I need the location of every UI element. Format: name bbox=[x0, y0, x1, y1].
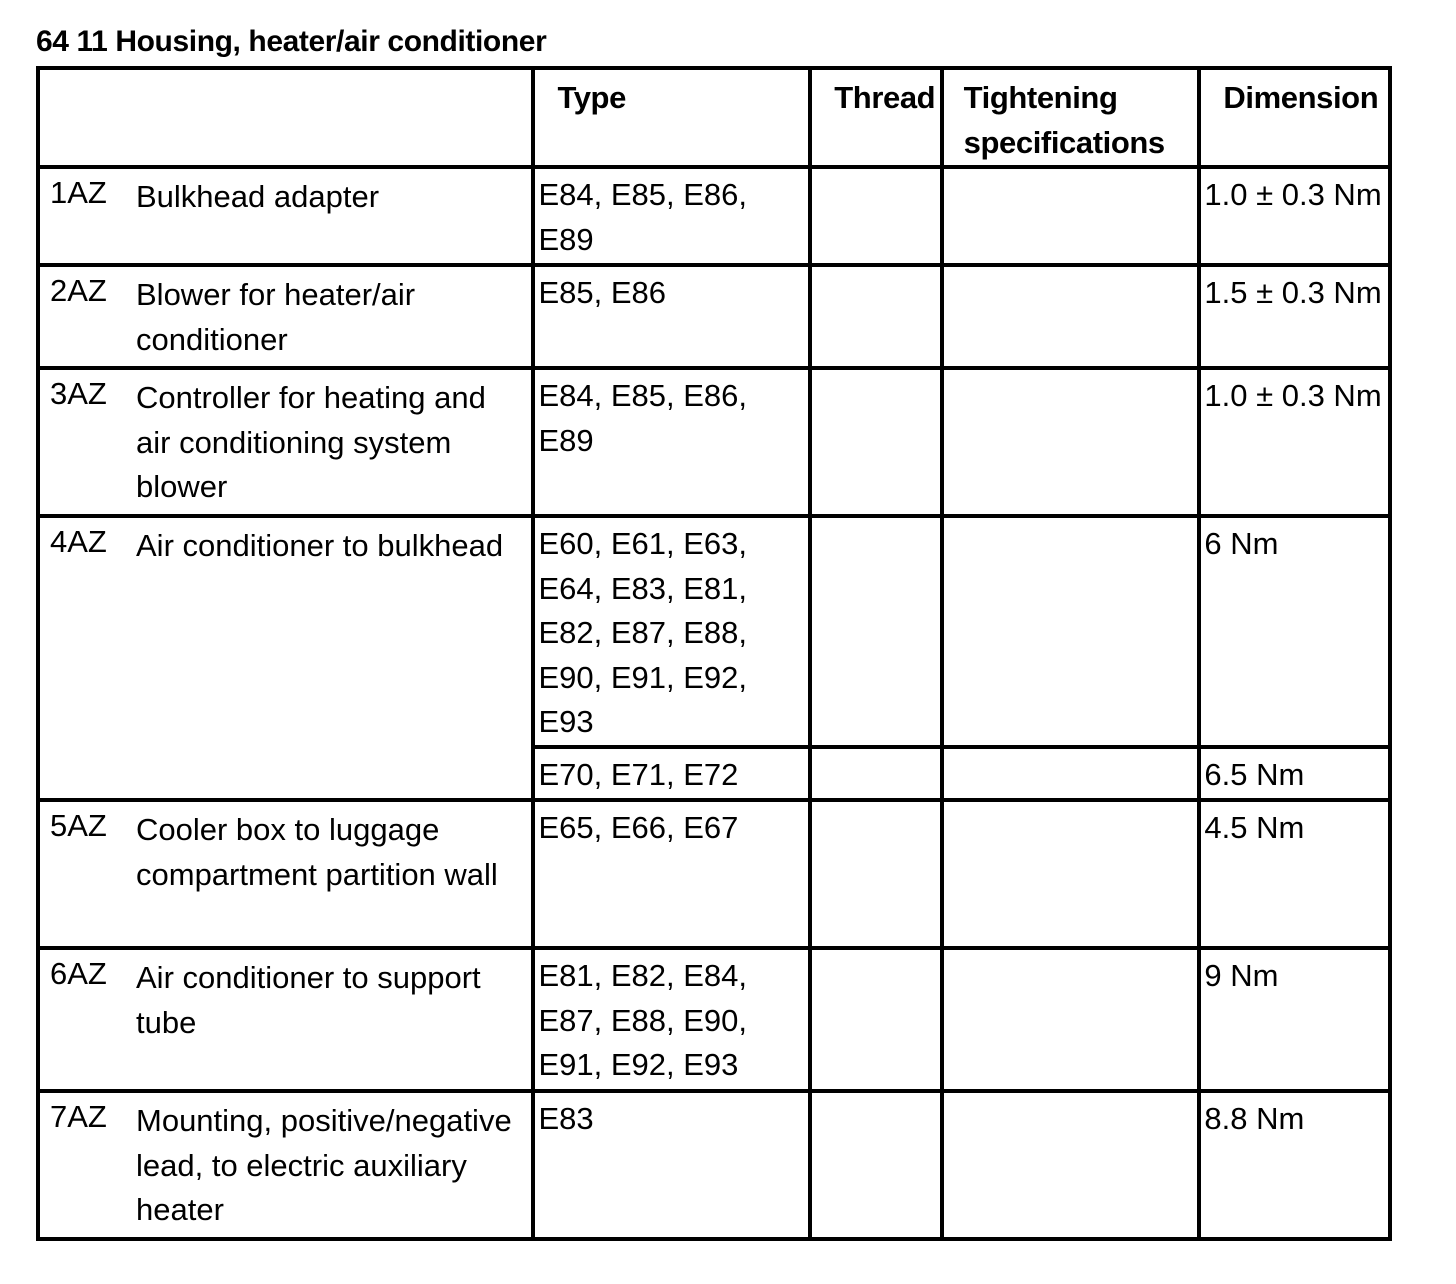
dimension-cell: 4.5 Nm bbox=[1199, 800, 1390, 948]
type-cell: E84, E85, E86, E89 bbox=[533, 368, 810, 516]
thread-cell bbox=[810, 800, 941, 948]
header-description bbox=[38, 68, 533, 167]
item-code: 3AZ bbox=[50, 376, 107, 411]
header-type: Type bbox=[533, 68, 810, 167]
dimension-cell: 1.0 ± 0.3 Nm bbox=[1199, 368, 1390, 516]
tightening-cell bbox=[942, 800, 1200, 948]
table-row bbox=[38, 1091, 1390, 1239]
table-row bbox=[38, 265, 1390, 368]
tightening-cell bbox=[942, 1091, 1200, 1239]
dimension-cell: 9 Nm bbox=[1199, 948, 1390, 1091]
item-code: 6AZ bbox=[50, 956, 107, 991]
description-cell bbox=[38, 265, 533, 368]
tightening-cell bbox=[942, 265, 1200, 368]
description-cell bbox=[38, 167, 533, 265]
item-code: 4AZ bbox=[50, 524, 107, 559]
thread-cell bbox=[810, 1091, 941, 1239]
item-description: Air conditioner to bulkhead bbox=[136, 528, 504, 563]
item-description: Air conditioner to support tube bbox=[136, 960, 481, 1040]
table-row bbox=[38, 800, 1390, 948]
thread-cell bbox=[810, 948, 941, 1091]
table-row bbox=[38, 167, 1390, 265]
description-cell bbox=[38, 368, 533, 516]
torque-spec-table bbox=[36, 66, 1392, 1241]
thread-cell bbox=[810, 747, 941, 800]
table-row bbox=[38, 368, 1390, 516]
header-dimension: Dimension bbox=[1199, 68, 1390, 167]
thread-cell bbox=[810, 265, 941, 368]
dimension-cell: 6 Nm bbox=[1199, 516, 1390, 747]
tightening-cell bbox=[942, 948, 1200, 1091]
table-row bbox=[38, 516, 1390, 747]
type-cell: E81, E82, E84, E87, E88, E90, E91, E92, E93 bbox=[533, 948, 810, 1091]
header-thread: Thread bbox=[810, 68, 941, 167]
description-cell bbox=[38, 516, 533, 800]
item-description: Controller for heating and air conditioning system blower bbox=[136, 380, 486, 504]
item-description: Cooler box to luggage compartment partition wall bbox=[136, 812, 498, 892]
type-cell: E60, E61, E63, E64, E83, E81, E82, E87, E88, E90, E91, E92, E93 bbox=[533, 516, 810, 747]
table-row bbox=[38, 948, 1390, 1091]
dimension-cell: 1.0 ± 0.3 Nm bbox=[1199, 167, 1390, 265]
type-cell: E65, E66, E67 bbox=[533, 800, 810, 948]
type-cell: E70, E71, E72 bbox=[533, 747, 810, 800]
thread-cell bbox=[810, 167, 941, 265]
item-code: 1AZ bbox=[50, 175, 107, 210]
item-code: 2AZ bbox=[50, 273, 107, 308]
page-title: 64 11 Housing, heater/air conditioner bbox=[36, 25, 547, 58]
dimension-cell: 1.5 ± 0.3 Nm bbox=[1199, 265, 1390, 368]
thread-cell bbox=[810, 368, 941, 516]
item-code: 5AZ bbox=[50, 808, 107, 843]
header-tightening: Tightening specifications bbox=[942, 68, 1200, 167]
description-cell bbox=[38, 1091, 533, 1239]
table-header-row bbox=[38, 68, 1390, 167]
description-cell bbox=[38, 800, 533, 948]
item-description: Blower for heater/air conditioner bbox=[136, 277, 416, 357]
thread-cell bbox=[810, 516, 941, 747]
type-cell: E83 bbox=[533, 1091, 810, 1239]
item-description: Mounting, positive/negative lead, to electric auxiliary heater bbox=[136, 1103, 512, 1227]
type-cell: E85, E86 bbox=[533, 265, 810, 368]
tightening-cell bbox=[942, 516, 1200, 747]
item-code: 7AZ bbox=[50, 1099, 107, 1134]
dimension-cell: 6.5 Nm bbox=[1199, 747, 1390, 800]
tightening-cell bbox=[942, 747, 1200, 800]
tightening-cell bbox=[942, 167, 1200, 265]
dimension-cell: 8.8 Nm bbox=[1199, 1091, 1390, 1239]
type-cell: E84, E85, E86, E89 bbox=[533, 167, 810, 265]
description-cell bbox=[38, 948, 533, 1091]
item-description: Bulkhead adapter bbox=[136, 179, 380, 214]
tightening-cell bbox=[942, 368, 1200, 516]
